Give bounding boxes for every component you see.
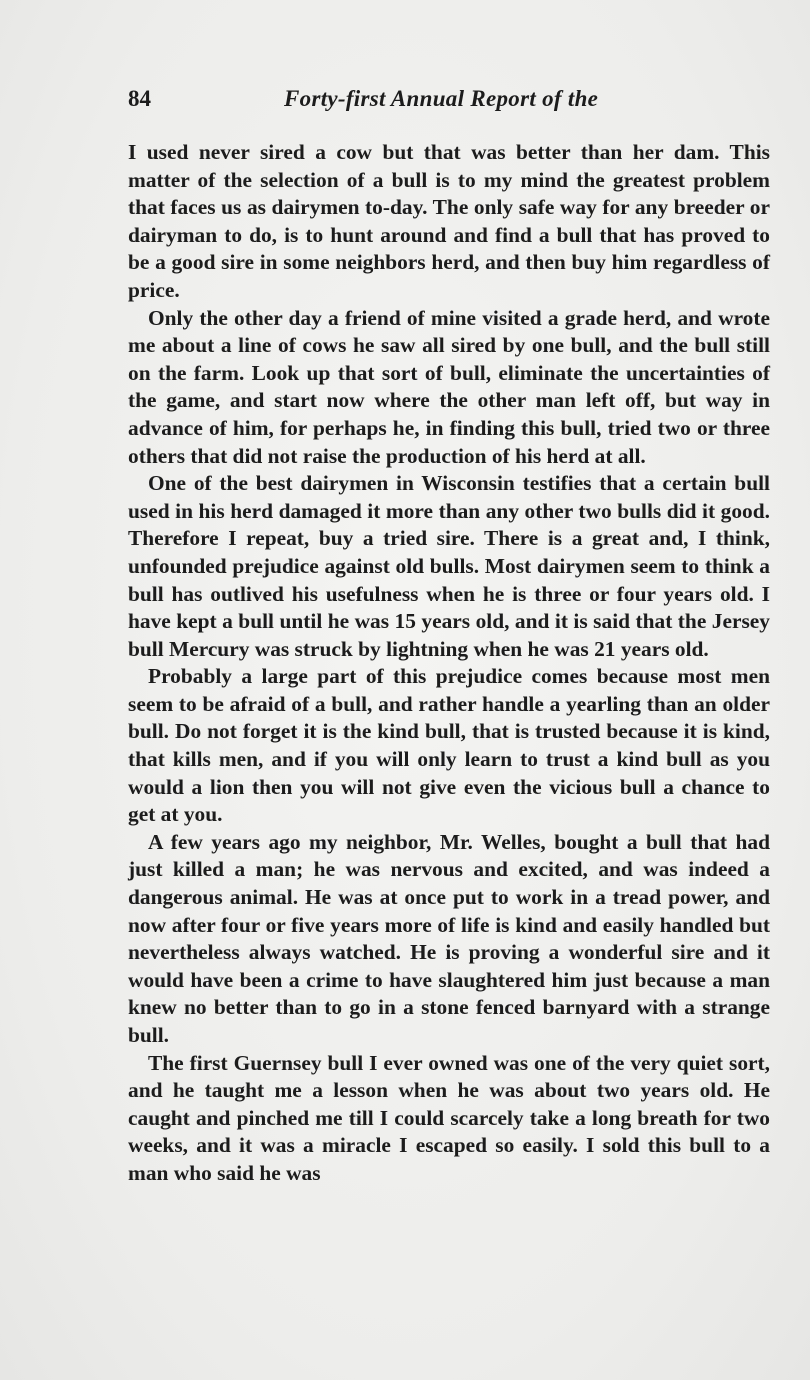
- paragraph-2: Only the other day a friend of mine visited a grade herd, and wrote me about a line of cows he saw all sired by one bull, and the bull still on the farm. Look up that sort of bull, eliminate the uncertainties of the game, and start now where the other man left off, but way in advance of him, for perhaps he, in finding this bull, tried two or three others that did not raise the production of his herd at all.: [128, 305, 770, 468]
- page-number: 84: [128, 86, 151, 111]
- paragraph-6: The first Guernsey bull I ever owned was one of the very quiet sort, and he taught me a lesson when he was about two years old. He caught and pinched me till I could scarcely take a long breath for two weeks, and it was a miracle I escaped so easily. I sold this bull to a man who said he was: [128, 1050, 770, 1185]
- paragraph-5: A few years ago my neighbor, Mr. Welles, bought a bull that had just killed a man; he was nervous and excited, and was indeed a dangerous animal. He was at once put to work in a tread power, and now after four or five years more of life is kind and easily handled but nevertheless always watched. He is proving a wonderful sire and it would have been a crime to have slaughtered him just because a man knew no better than to go in a stone fenced barnyard with a strange bull.: [128, 829, 770, 1047]
- page-header: [128, 86, 768, 120]
- paragraph-1: I used never sired a cow but that was better than her dam. This matter of the selection of a bull is to my mind the greatest problem that faces us as dairymen to-day. The only safe way for any breeder or dairyman to do, is to hunt around and find a bull that has proved to be a good sire in some neighbors herd, and then buy him regardless of price.: [128, 140, 770, 302]
- paragraph-3: One of the best dairymen in Wisconsin testifies that a certain bull used in his herd damaged it more than any other two bulls did it good. Therefore I repeat, buy a tried sire. There is a great and, I think, unfounded prejudice against old bulls. Most dairymen seem to think a bull has outlived his usefulness when he is three or four years old. I have kept a bull until he was 15 years old, and it is said that the Jersey bull Mercury was struck by lightning when he was 21 years old.: [128, 471, 770, 661]
- body-text: [128, 139, 770, 1188]
- paragraph-4: Probably a large part of this prejudice comes because most men seem to be afraid of a bull, and rather handle a yearling than an older bull. Do not forget it is the kind bull, that is trusted because it is kind, that kills men, and if you will only learn to trust a kind bull as you would a lion then you will not give even the vicious bull a chance to get at you.: [128, 664, 770, 827]
- running-title: Forty-first Annual Report of the: [284, 86, 599, 111]
